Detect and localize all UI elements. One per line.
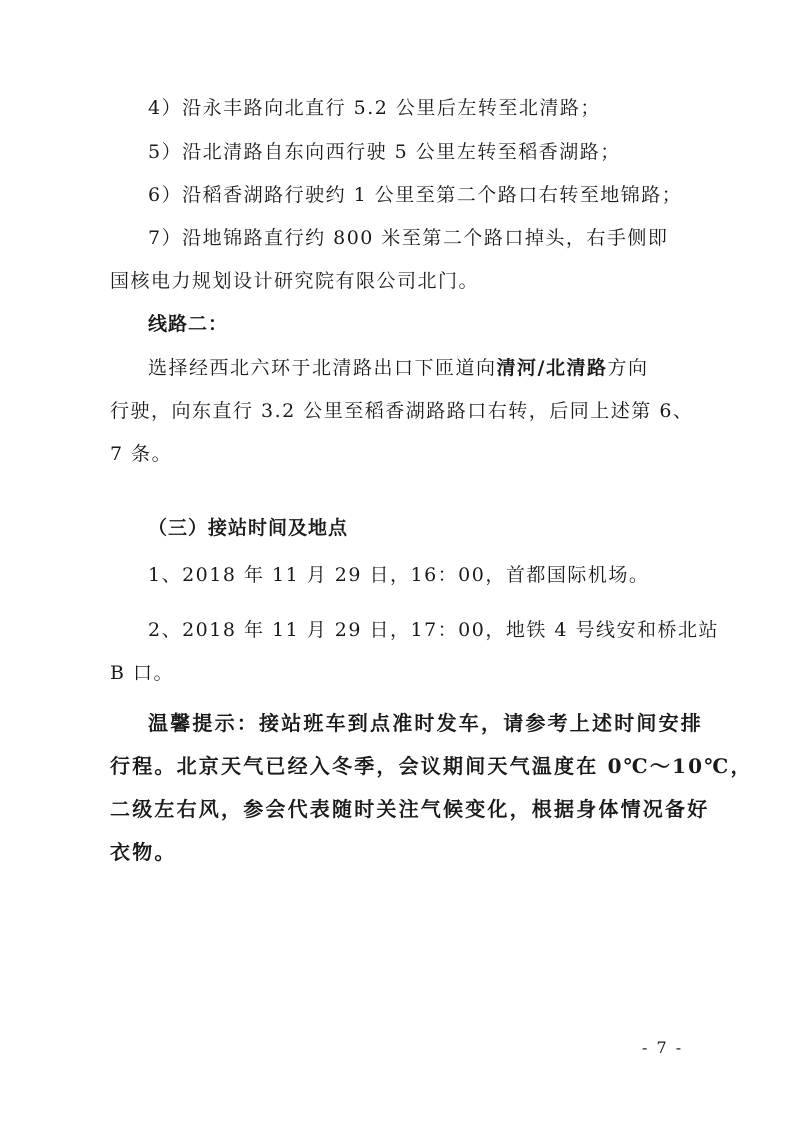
reminder-line2: 行程。北京天气已经入冬季，会议期间天气温度在 0℃～10℃， <box>110 754 753 778</box>
route-step-7-line2: 国核电力规划设计研究院有限公司北门。 <box>110 270 480 292</box>
route-two-heading: 线路二： <box>148 313 229 335</box>
route-step-5: 5）沿北清路自东向西行驶 5 公里左转至稻香湖路； <box>148 141 621 163</box>
pickup-item-1: 1、2018 年 11 月 29 日，16：00，首都国际机场。 <box>148 564 650 586</box>
pickup-item-2-line2: B 口。 <box>110 662 175 684</box>
page-number: - 7 - <box>642 1038 684 1057</box>
route-two-line1-prefix: 选择经西北六环于北清路出口下匝道向 <box>148 357 497 379</box>
reminder-line3: 二级左右风，参会代表随时关注气候变化，根据身体情况备好 <box>110 797 710 821</box>
route-two-line2: 行驶，向东直行 3.2 公里至稻香湖路路口右转，后同上述第 6、 <box>110 400 694 422</box>
route-step-4: 4）沿永丰路向北直行 5.2 公里后左转至北清路； <box>148 97 601 119</box>
route-two-destination: 清河/北清路 <box>496 357 608 379</box>
route-two-line1-suffix: 方向 <box>607 357 649 379</box>
route-two-line3: 7 条。 <box>110 443 173 465</box>
pickup-heading: （三）接站时间及地点 <box>148 517 349 539</box>
reminder-line1: 温馨提示：接站班车到点准时发车，请参考上述时间安排 <box>148 711 703 735</box>
reminder-line4: 衣物。 <box>110 840 177 864</box>
route-step-7-line1: 7）沿地锦路直行约 800 米至第二个路口掉头，右手侧即 <box>148 227 669 249</box>
route-step-6: 6）沿稻香湖路行驶约 1 公里至第二个路口右转至地锦路； <box>148 184 683 206</box>
route-two-line1 <box>148 356 648 380</box>
pickup-item-2-line1: 2、2018 年 11 月 29 日，17：00，地铁 4 号线安和桥北站 <box>148 619 720 641</box>
